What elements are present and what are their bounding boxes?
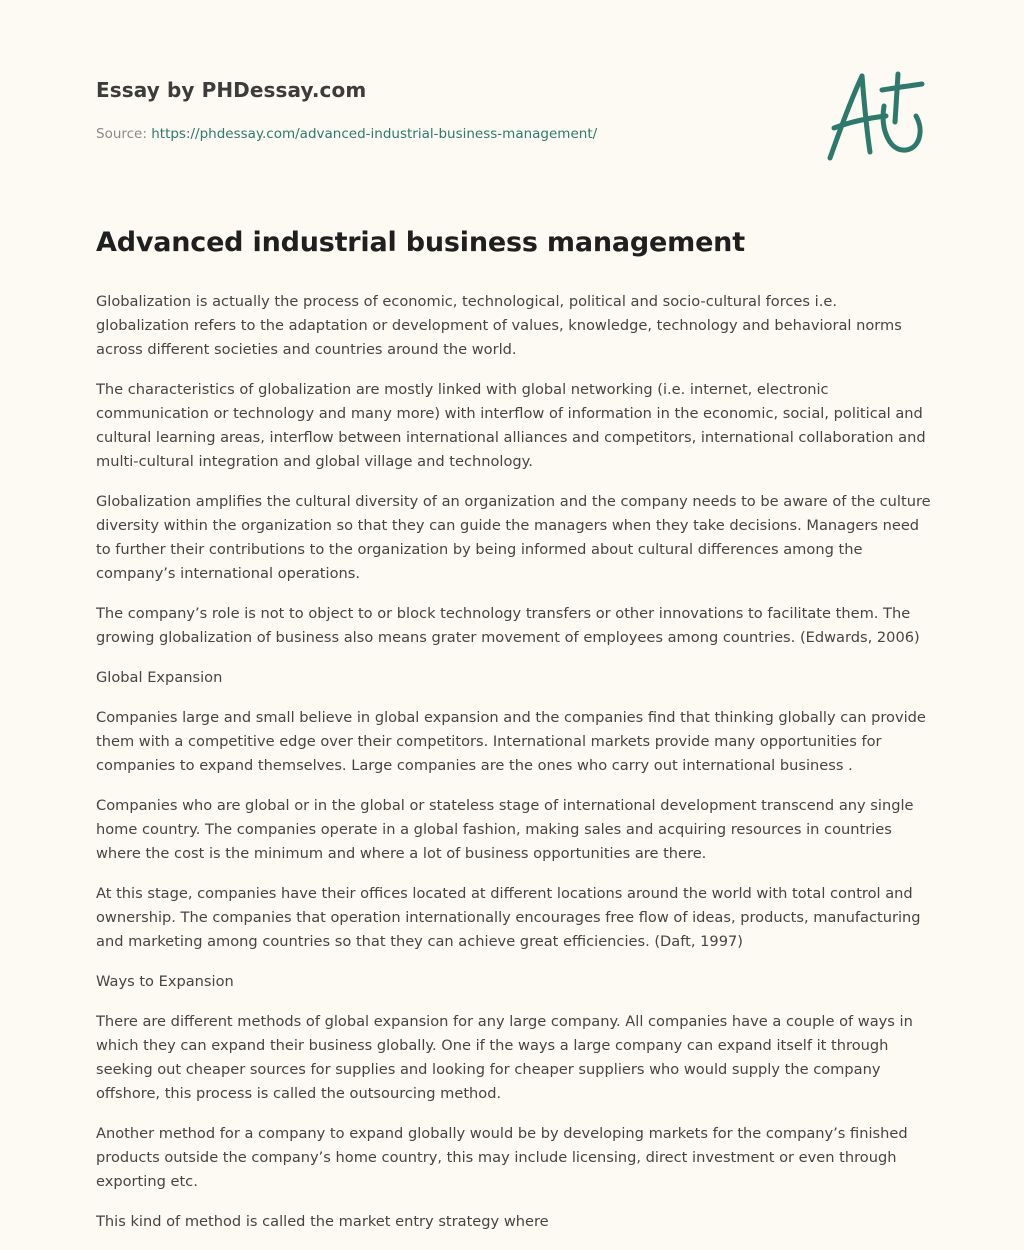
paragraph: This kind of method is called the market entry strategy where — [96, 1213, 549, 1230]
source-link[interactable]: https://phdessay.com/advanced-industrial-business-management/ — [151, 126, 598, 142]
source-label: Source: — [96, 126, 147, 142]
paragraph: Companies large and small believe in global expansion and the companies find that thinking globally can provide them with a competitive edge over their competitors. International markets provide many opportunities for companies to expand themselves. Large companies are the ones who carry out international business . — [96, 709, 926, 774]
paragraph: Another method for a company to expand globally would be by developing markets for the company’s finished products outside the company’s home country, this may include licensing, direct investment or even through exporting etc. — [96, 1125, 908, 1190]
paragraph: The company’s role is not to object to or block technology transfers or other innovations to facilitate them. The growing globalization of business also means grater movement of employees among countries. (Edwards, 2006) — [96, 605, 920, 646]
page-header — [96, 74, 796, 144]
a-plus-logo-icon — [820, 66, 930, 166]
paragraph: The characteristics of globalization are mostly linked with global networking (i.e. internet, electronic communication or technology and many more) with interflow of information in the economic, social, political and cultural learning areas, interflow between international alliances and competitors, international collaboration and multi-cultural integration and global village and technology. — [96, 381, 926, 470]
site-name: Essay by PHDessay.com — [96, 78, 367, 102]
paragraph: At this stage, companies have their offices located at different locations around the world with total control and ownership. The companies that operation internationally encourages free flow of ideas, products, manufacturing and marketing among countries so that they can achieve great efficiencies. (Daft, 1997) — [96, 885, 921, 950]
paragraph: Companies who are global or in the global or stateless stage of international development transcend any single home country. The companies operate in a global fashion, making sales and acquiring resources in countries where the cost is the minimum and where a lot of business opportunities are there. — [96, 797, 914, 862]
section-heading-global-expansion: Global Expansion — [96, 669, 223, 686]
paragraph: Globalization amplifies the cultural diversity of an organization and the company needs to be aware of the culture diversity within the organization so that they can guide the managers when they take decisions. Managers need to further their contributions to the organization by being informed about cultural differences among the company’s international operations. — [96, 493, 931, 582]
section-heading-ways-to-expansion: Ways to Expansion — [96, 973, 234, 990]
article — [96, 220, 934, 1250]
source-line — [96, 124, 796, 144]
paragraph: Globalization is actually the process of economic, technological, political and socio-cultural forces i.e. globalization refers to the adaptation or development of values, knowledge, technology and behavioral norms across different societies and countries around the world. — [96, 293, 902, 358]
paragraph: There are different methods of global expansion for any large company. All companies have a couple of ways in which they can expand their business globally. One if the ways a large company can expand itself it through seeking out cheaper sources for supplies and looking for cheaper suppliers who would supply the company offshore, this process is called the outsourcing method. — [96, 1013, 913, 1102]
article-title: Advanced industrial business management — [96, 227, 745, 258]
